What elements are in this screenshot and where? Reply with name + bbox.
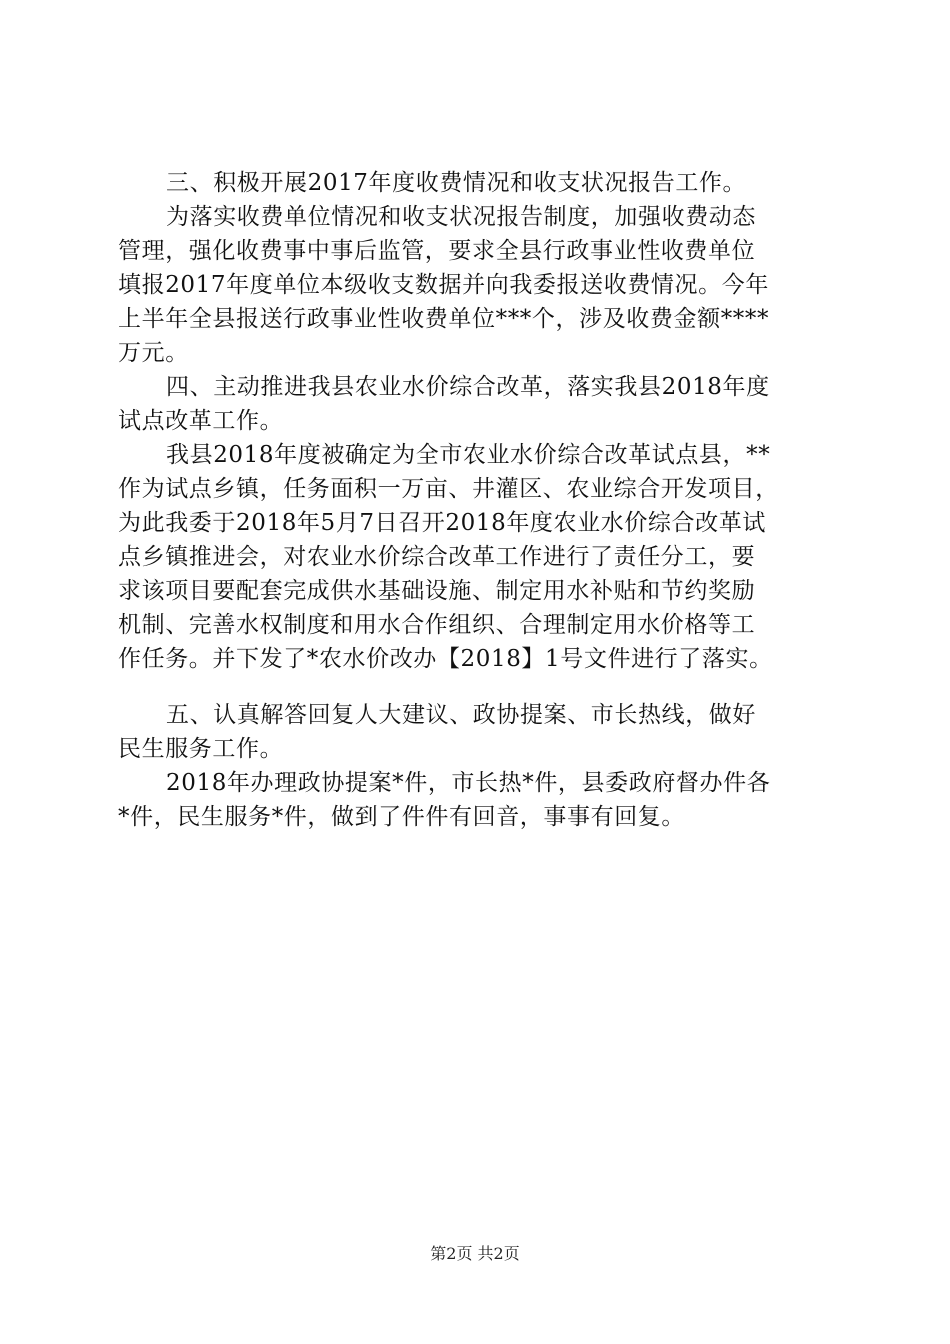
paragraph-line: 2018年办理政协提案*件，市长热*件，县委政府督办件各 xyxy=(166,770,771,796)
section-heading-four: 四、主动推进我县农业水价综合改革，落实我县2018年度 xyxy=(166,374,770,400)
paragraph-gap xyxy=(118,676,834,698)
section-heading-five: 五、认真解答回复人大建议、政协提案、市长热线，做好 xyxy=(166,702,756,728)
paragraph-line: 作任务。并下发了*农水价改办【2018】1号文件进行了落实。 xyxy=(118,646,773,672)
section-heading-three: 三、积极开展2017年度收费情况和收支状况报告工作。 xyxy=(166,170,747,196)
paragraph-line: 求该项目要配套完成供水基础设施、制定用水补贴和节约奖励 xyxy=(118,578,756,604)
page-footer: 第2页 共2页 xyxy=(430,1244,520,1263)
paragraph-line: 点乡镇推进会，对农业水价综合改革工作进行了责任分工，要 xyxy=(118,544,756,570)
paragraph-line: 作为试点乡镇，任务面积一万亩、井灌区、农业综合开发项目， xyxy=(118,476,779,502)
paragraph-line: 我县2018年度被确定为全市农业水价综合改革试点县，** xyxy=(166,442,771,468)
paragraph-line: 机制、完善水权制度和用水合作组织、合理制定用水价格等工 xyxy=(118,612,756,638)
section-heading-four-cont: 试点改革工作。 xyxy=(118,408,284,434)
paragraph-line: 管理，强化收费事中事后监管，要求全县行政事业性收费单位 xyxy=(118,238,756,264)
paragraph-line: *件，民生服务*件，做到了件件有回音，事事有回复。 xyxy=(118,804,685,830)
paragraph-line: 万元。 xyxy=(118,340,189,366)
paragraph-line: 上半年全县报送行政事业性收费单位***个，涉及收费金额**** xyxy=(118,306,770,332)
paragraph-line: 填报2017年度单位本级收支数据并向我委报送收费情况。今年 xyxy=(118,272,769,298)
section-heading-five-cont: 民生服务工作。 xyxy=(118,736,284,762)
paragraph-line: 为落实收费单位情况和收支状况报告制度，加强收费动态 xyxy=(166,204,756,230)
document-body xyxy=(118,166,834,834)
paragraph-line: 为此我委于2018年5月7日召开2018年度农业水价综合改革试 xyxy=(118,510,766,536)
